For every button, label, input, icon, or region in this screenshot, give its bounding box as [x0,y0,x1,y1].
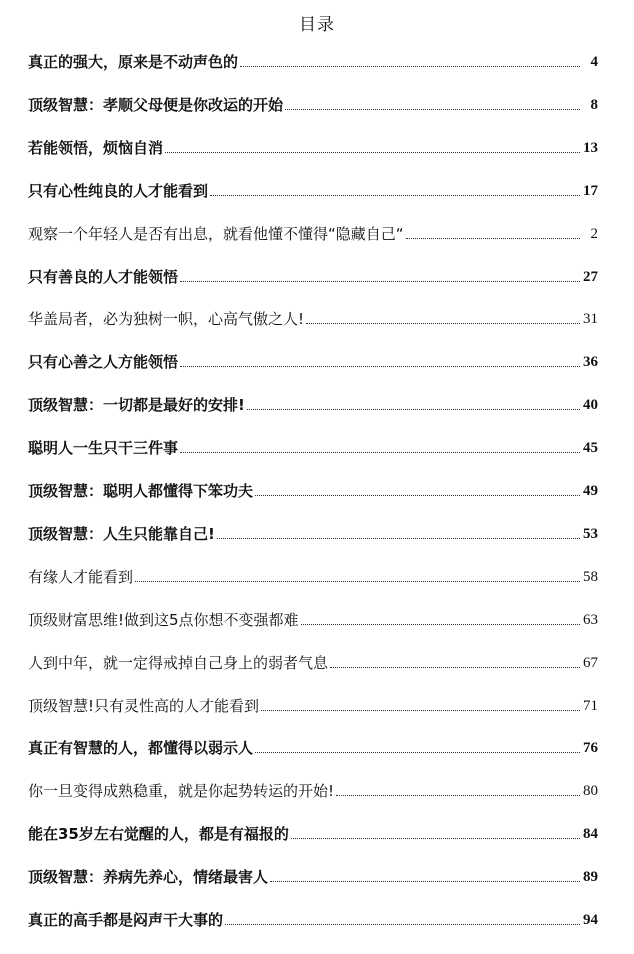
toc-entry-page-number: 2 [590,225,598,242]
dot-leader [180,365,580,367]
dot-leader [336,794,580,796]
toc-entry-title: 只有善良的人才能领悟 [28,267,179,286]
dot-leader [291,837,580,839]
dot-leader [261,709,580,711]
toc-entry-page-number: 13 [583,139,598,156]
toc-entry[interactable] [28,777,598,801]
toc-entry-title: 顶级智慧：养病先养心，情绪最害人 [28,868,269,887]
toc-entry[interactable] [28,649,598,673]
dot-leader [135,580,580,582]
toc-entry[interactable] [28,563,598,587]
toc-entry-page-number: 53 [583,525,598,542]
toc-entry-page-number: 4 [590,54,598,70]
toc-entry[interactable] [28,434,598,458]
toc-entry-title: 只有心善之人方能领悟 [28,353,179,372]
toc-entry[interactable] [28,477,598,501]
dot-leader [301,623,580,625]
toc-entry-title: 只有心性纯良的人才能看到 [28,181,209,200]
toc-entry-page-number: 36 [583,354,598,371]
dot-leader [255,494,580,496]
toc-entry-page-number: 76 [583,740,598,757]
toc-entry-page-number: 84 [583,826,598,843]
dot-leader [330,666,580,668]
toc-entry-title: 顶级智慧：一切都是最好的安排! [28,396,245,415]
dot-leader [180,451,580,453]
toc-entry[interactable] [28,134,598,158]
toc-entry[interactable] [28,520,598,544]
toc-entry-title: 顶级智慧：人生只能靠自己! [28,524,215,543]
toc-entry[interactable] [28,305,598,329]
toc-entry-title: 能在35岁左右觉醒的人，都是有福报的 [28,825,289,844]
dot-leader [247,408,580,410]
dot-leader [165,151,580,153]
toc-entry[interactable] [28,606,598,630]
toc-entry-page-number: 71 [583,697,598,714]
toc-entry-title: 真正有智慧的人，都懂得以弱示人 [28,739,254,758]
toc-entry[interactable] [28,48,598,72]
toc-entry-page-number: 45 [583,440,598,457]
toc-entry[interactable] [28,906,598,930]
toc-entry[interactable] [28,263,598,287]
toc-entry-page-number: 94 [583,912,598,928]
dot-leader [240,65,580,67]
toc-entry-title: 人到中年，就一定得戒掉自己身上的弱者气息 [28,653,329,672]
toc-entry[interactable] [28,220,598,244]
dot-leader [285,108,580,110]
toc-entry[interactable] [28,820,598,844]
dot-leader [306,322,580,324]
toc-entry-title: 若能领悟，烦恼自消 [28,138,164,157]
page-title: 目录 [299,15,335,35]
dot-leader [406,237,580,239]
dot-leader [270,880,580,882]
toc-entry-page-number: 49 [583,483,598,499]
toc-entry[interactable] [28,692,598,716]
dot-leader [210,194,580,196]
toc-entry-title: 观察一个年轻人是否有出息，就看他懂不懂得“隐藏自己“ [28,224,404,243]
toc-entry-title: 聪明人一生只干三件事 [28,439,179,458]
toc-entry-page-number: 67 [583,654,598,671]
toc-entry-page-number: 17 [583,182,598,199]
toc-entry-page-number: 89 [583,869,598,886]
toc-entry[interactable] [28,91,598,115]
toc-entry-title: 真正的强大，原来是不动声色的 [28,53,239,71]
toc-entry-title: 你一旦变得成熟稳重，就是你起势转运的开始! [28,782,335,801]
toc-entry-page-number: 31 [583,311,598,328]
toc-entry[interactable] [28,734,598,758]
toc-entry-title: 真正的高手都是闷声干大事的 [28,911,224,929]
toc-entry-page-number: 80 [583,783,598,800]
dot-leader [225,923,580,925]
toc-entry-title: 有缘人才能看到 [28,567,134,586]
toc-entry-title: 顶级智慧：聪明人都懂得下笨功夫 [28,482,254,500]
toc-entry-page-number: 40 [583,397,598,414]
toc-entry[interactable] [28,863,598,887]
toc-entry-title: 顶级财富思维!做到这5点你想不变强都难 [28,610,299,629]
dot-leader [255,751,580,753]
toc-entry[interactable] [28,391,598,415]
toc-entry-title: 华盖局者，必为独树一帜，心高气傲之人! [28,310,305,329]
toc-entry-page-number: 63 [583,611,598,628]
toc-entry[interactable] [28,348,598,372]
toc-entry-page-number: 8 [590,96,598,113]
dot-leader [217,537,580,539]
toc-entry-title: 顶级智慧!只有灵性高的人才能看到 [28,696,260,715]
toc-entry-page-number: 58 [583,568,598,585]
toc-entry[interactable] [28,177,598,201]
dot-leader [180,280,580,282]
toc-entry-title: 顶级智慧：孝顺父母便是你改运的开始 [28,95,284,114]
toc-entry-page-number: 27 [583,268,598,285]
